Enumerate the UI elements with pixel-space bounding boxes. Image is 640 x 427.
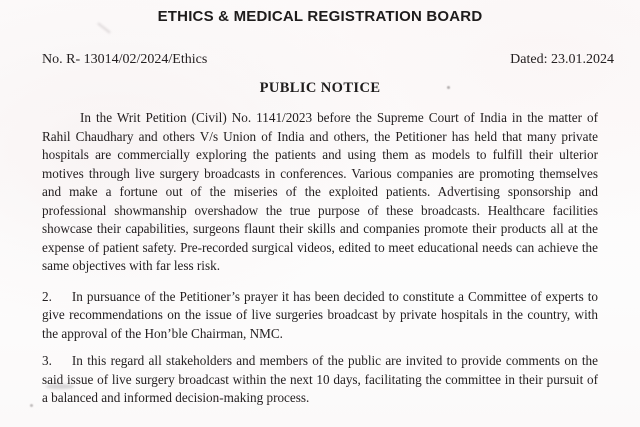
paragraph-intro: In the Writ Petition (Civil) No. 1141/2023 before the Supreme Court of India in the matter of Rahil Chaudhary and others V/s Union of India and others, the Petitioner has held that many private hospitals are commercially exploring the patients and using them as models to fulfill their ulterior motives through live surgery broadcasts in conferences. Various companies are promoting themselves and make a fortune out of the miseries of the exploited patients. Advertising sponsorship and professional showmanship overshadow the true purpose of these broadcasts. Healthcare facilities showcase their capabilities, surgeons flaunt their skills and companies promote their products all at the expense of patient safety. Pre-recorded surgical videos, edited to meet educational needs can achieve the same objectives with far less risk.: [42, 110, 598, 273]
scan-speck: [447, 86, 450, 89]
paragraph-3-number: 3.: [42, 353, 52, 368]
scan-smudge: [46, 384, 74, 389]
reference-number: No. R- 13014/02/2024/Ethics: [42, 52, 208, 67]
paragraph-3: [42, 352, 598, 408]
paragraph-2: [42, 288, 598, 344]
date-label: Dated: 23.01.2024: [510, 52, 614, 67]
paragraph-2-number: 2.: [42, 288, 52, 304]
notice-title: PUBLIC NOTICE: [259, 80, 381, 96]
scan-speck: [30, 404, 33, 407]
paragraph-2-text: In pursuance of the Petitioner’s prayer it has been decided to constitute a Committee of experts to give recommendations on the issue of live surgeries broadcast by private hospitals in the country, with the approval of the Hon’ble Chairman, NMC.: [42, 288, 598, 341]
paragraph-3-text: In this regard all stakeholders and members of the public are invited to provide comments on the said issue of live surgery broadcast within the next 10 days, facilitating the committee in their pursuit of a balanced and informed decision-making process.: [42, 353, 598, 405]
reference-row: [42, 51, 614, 69]
notice-body: [42, 109, 598, 408]
board-header-title: ETHICS & MEDICAL REGISTRATION BOARD: [157, 8, 483, 25]
